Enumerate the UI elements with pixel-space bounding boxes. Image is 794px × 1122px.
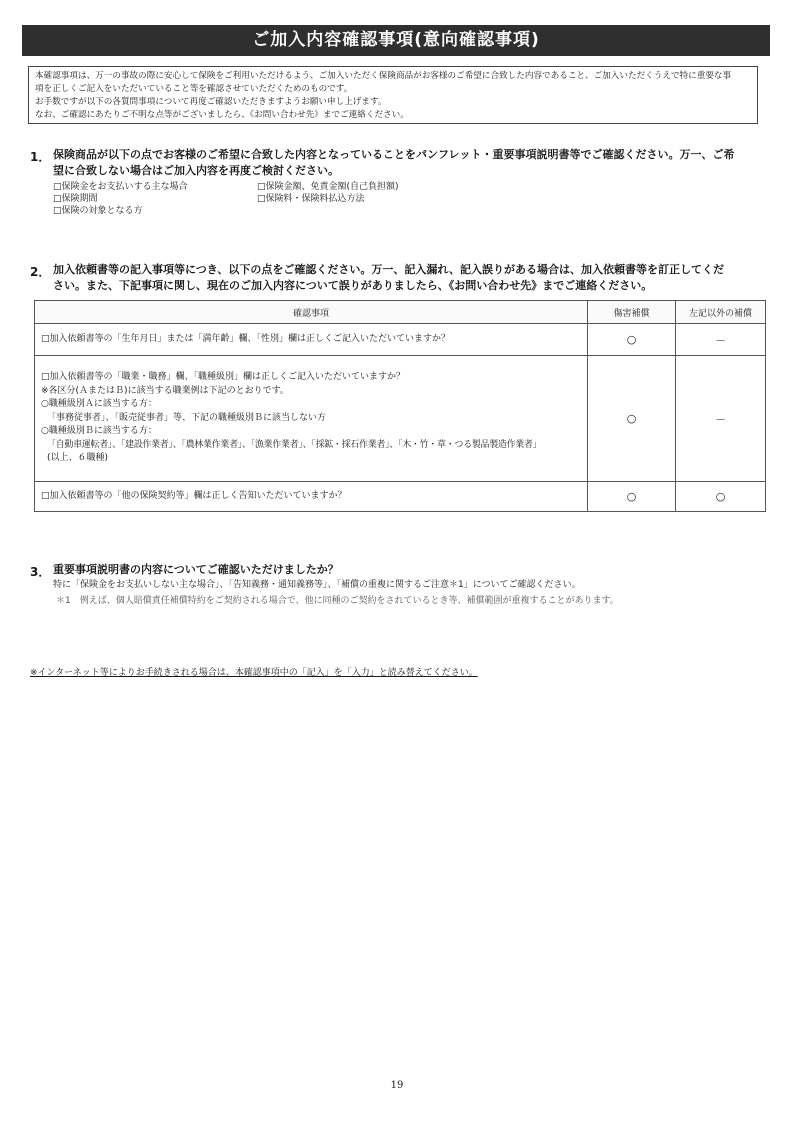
- checklist-row: [53, 193, 453, 205]
- section3-subtext: 特に「保険金をお支払いしない主な場合」、「告知義務・通知義務等」、「補償の重複に関するご注意＊1」についてご確認ください。: [53, 580, 581, 590]
- intro-line: 項を正しくご記入をいただいていること等を確認させていただくためのものです。: [35, 84, 353, 94]
- other-mark: －: [676, 324, 766, 356]
- column-header: 傷害補償: [588, 301, 676, 324]
- column-header: 左記以外の補償: [676, 301, 766, 324]
- intro-line: お手数ですが以下の各質問事項について再度ご確認いただきますようお願い申し上げます。: [35, 97, 387, 107]
- confirm-item[interactable]: [35, 356, 588, 482]
- confirm-item-line: ○職種級別Ｂに該当する方：: [41, 426, 157, 437]
- checklist-row: [53, 181, 453, 193]
- confirm-item-line: 「自動車運転者」、「建設作業者」、「農林業作業者」、「漁業作業者」、「採鉱・採石作業者」、「木・竹・草・つる製品製造作業者」: [47, 439, 542, 450]
- section2-heading-line: さい。また、下記事項に関し、現在のご加入内容について誤りがありましたら、《お問い合わせ先》までご連絡ください。: [53, 279, 653, 292]
- confirm-item-line: ※各区分(ＡまたはＢ)に該当する職業例は下記のとおりです。: [41, 385, 289, 396]
- section1-heading: [53, 147, 734, 179]
- section3-number: 3．: [30, 565, 51, 579]
- confirmation-table: [34, 300, 766, 512]
- intro-line: 本確認事項は、万一の事故の際に安心して保険をご利用いただけるよう、ご加入いただく保険商品がお客様のご希望に合致した内容であること、ご加入いただくうえで特に重要な事: [35, 71, 732, 81]
- other-mark: ○: [676, 482, 766, 512]
- section2-number: 2．: [30, 265, 51, 279]
- section3-heading: 重要事項説明書の内容についてご確認いただけましたか？: [53, 563, 339, 576]
- table-row: [35, 324, 766, 356]
- intro-line: なお、ご確認にあたりご不明な点等がございましたら、《お問い合わせ先》までご連絡ください。: [35, 110, 409, 120]
- checklist-item[interactable]: □保険期間: [53, 194, 98, 204]
- confirm-item-line: 「事務従事者」、「販売従事者」等、下記の職種級別Ｂに該当しない方: [47, 412, 327, 423]
- internet-note: ※インターネット等によりお手続きされる場合は、本確認事項中の「記入」を「入力」と読み替えてください。: [30, 668, 478, 678]
- other-mark: －: [676, 356, 766, 482]
- section1-checklist: [53, 181, 453, 217]
- table-row: [35, 482, 766, 512]
- confirm-item-line: □加入依頼書等の「職業・職務」欄、「職種級別」欄は正しくご記入いただいていますか？: [41, 371, 406, 382]
- confirm-item[interactable]: □加入依頼書等の「生年月日」または「満年齢」欄、「性別」欄は正しくご記入いただいていますか？: [35, 324, 588, 356]
- checklist-row: [53, 205, 453, 217]
- section2-heading: [53, 262, 724, 294]
- page-title: ご加入内容確認事項(意向確認事項): [22, 25, 770, 56]
- table-header-row: [35, 301, 766, 324]
- table-row: [35, 356, 766, 482]
- page-number: 19: [390, 1080, 404, 1091]
- injury-mark: ○: [588, 324, 676, 356]
- injury-mark: ○: [588, 482, 676, 512]
- section1-number: 1．: [30, 150, 51, 164]
- intro-box: [28, 66, 758, 124]
- confirm-item-line: ○職種級別Ａに該当する方：: [41, 399, 157, 410]
- confirm-item[interactable]: □加入依頼書等の「他の保険契約等」欄は正しく告知いただいていますか？: [35, 482, 588, 512]
- section2-heading-line: 加入依頼書等の記入事項等につき、以下の点をご確認ください。万一、記入漏れ、記入誤りがある場合は、加入依頼書等を訂正してくだ: [53, 263, 724, 276]
- checklist-item[interactable]: □保険金額、免責金額(自己負担額): [257, 182, 399, 192]
- confirm-item-line: (以上、６職種): [47, 453, 109, 464]
- checklist-item[interactable]: □保険の対象となる方: [53, 206, 143, 216]
- column-header: 確認事項: [35, 301, 588, 324]
- injury-mark: ○: [588, 356, 676, 482]
- section3-footnote: ＊1 例えば、個人賠償責任補償特約をご契約される場合で、他に同種のご契約をされているとき等、補償範囲が重複することがあります。: [56, 596, 619, 606]
- checklist-item[interactable]: □保険金をお支払いする主な場合: [53, 182, 188, 192]
- checklist-item[interactable]: □保険料・保険料払込方法: [257, 194, 365, 204]
- section1-heading-line: 保険商品が以下の点でお客様のご希望に合致した内容となっていることをパンフレット・重要事項説明書等でご確認ください。万一、ご希: [53, 148, 735, 161]
- section1-heading-line: 望に合致しない場合はご加入内容を再度ご検討ください。: [53, 164, 339, 177]
